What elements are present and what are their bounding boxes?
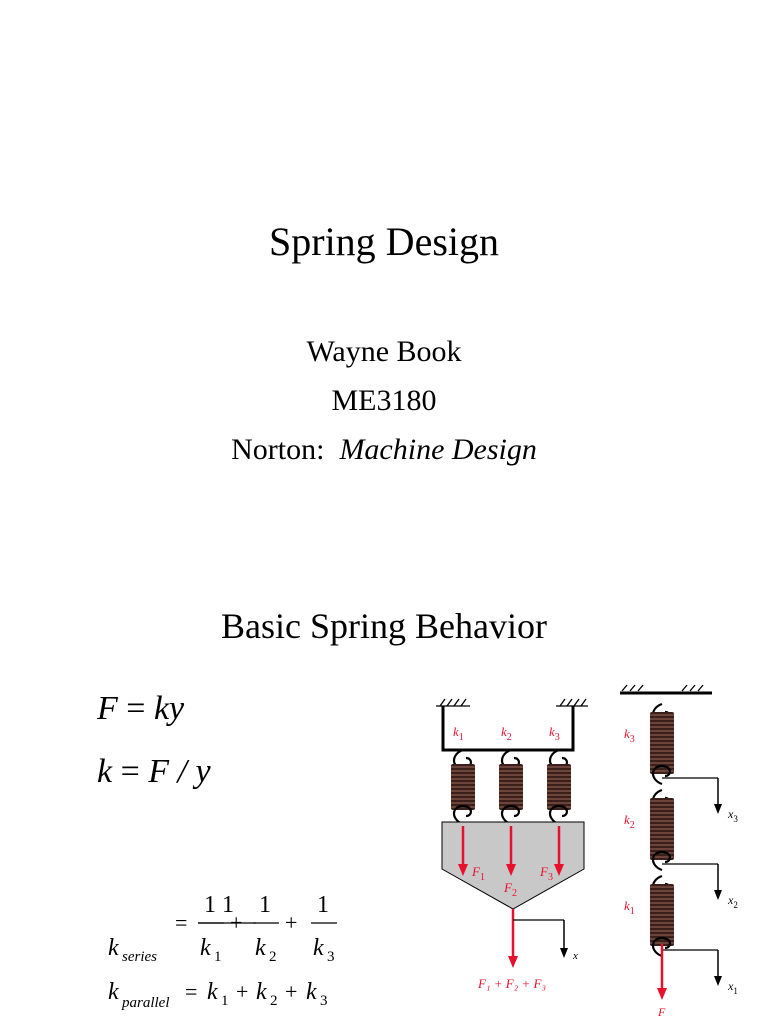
series-disp-arrowhead-2	[714, 890, 722, 900]
parallel-f-label-1: $F_1$	[472, 864, 485, 883]
series-term3-k: k	[313, 935, 324, 961]
slide-title: Spring Design	[269, 219, 499, 264]
series-spring-3	[650, 884, 674, 946]
series-spring-group	[650, 704, 674, 956]
series-term2-sub: 2	[269, 949, 277, 965]
parallel-f-label-3: $F_3$	[540, 864, 553, 883]
parallel-k-label-2: $k_2$	[501, 724, 512, 743]
series-plus2: +	[285, 910, 298, 935]
series-k-label-1: $k_3$	[624, 726, 635, 745]
series-equation	[108, 892, 337, 965]
parallel-k1: k	[207, 979, 218, 1005]
stiffness-combination-equations	[90, 885, 360, 1015]
series-term3-num: 1	[317, 892, 329, 918]
series-k-label-2: $k_2$	[624, 812, 635, 831]
series-equals: =	[175, 910, 188, 935]
textbook-title: Machine Design	[339, 433, 537, 466]
eq2-rhs: F / y	[148, 753, 211, 790]
parallel-ground-left	[436, 699, 470, 706]
series-force-arrowhead	[657, 988, 667, 1000]
parallel-spring-1	[451, 764, 475, 810]
series-disp-arrowhead-3	[714, 976, 722, 986]
total-force-arrowhead	[508, 956, 518, 968]
series-term1-k: k	[200, 935, 211, 961]
series-plus1: +	[230, 910, 243, 935]
force-equation	[97, 689, 184, 729]
parallel-sub2: 2	[270, 993, 278, 1009]
parallel-equation	[108, 979, 328, 1011]
displacement-label: x	[573, 950, 578, 962]
eq2-lhs: k	[97, 753, 113, 790]
total-force-label: F₁ + F₂ + F₃	[478, 976, 546, 991]
series-term1-num: 1	[204, 892, 216, 918]
series-spring-1	[650, 712, 674, 774]
parallel-spring-2	[499, 764, 523, 810]
eq1-equals: =	[126, 690, 146, 727]
parallel-springs-figure	[428, 694, 598, 994]
parallel-k-label-3: $k_3$	[549, 724, 560, 743]
series-term3-sub: 3	[327, 949, 335, 965]
series-k-labels	[624, 726, 635, 917]
series-springs-figure	[610, 682, 760, 1022]
parallel-ground-right	[556, 699, 588, 706]
parallel-equals: =	[185, 979, 198, 1004]
series-force-label: F	[658, 1005, 666, 1019]
series-lhs-numerator: 1	[222, 892, 234, 918]
stiffness-equation	[97, 752, 211, 792]
eq1-rhs: ky	[153, 690, 185, 727]
series-term2-num: 1	[259, 892, 271, 918]
parallel-sub3: 3	[320, 993, 328, 1009]
series-lhs-sub: series	[122, 949, 157, 965]
eq1-lhs: F	[97, 690, 118, 727]
textbook-reference	[0, 432, 768, 468]
parallel-plus1: +	[236, 979, 249, 1004]
textbook-prefix: Norton:	[231, 433, 325, 466]
parallel-spring-3	[547, 764, 571, 810]
series-k-label-3: $k_1$	[624, 898, 635, 917]
displacement-arrowhead	[560, 948, 568, 958]
parallel-spring-group	[451, 750, 571, 824]
series-disp-arrowhead-1	[714, 804, 722, 814]
series-x-label-3: $x_1$	[728, 979, 738, 996]
series-spring-2	[650, 798, 674, 860]
series-x-label-2: $x_2$	[728, 893, 738, 910]
series-lhs-k: k	[108, 935, 119, 961]
series-term1-sub: 1	[214, 949, 222, 965]
series-x-label-1: $x_3$	[728, 807, 738, 824]
series-ground	[620, 685, 712, 693]
parallel-k2: k	[256, 979, 267, 1005]
author-name: Wayne Book	[306, 335, 462, 368]
parallel-lhs-sub: parallel	[122, 995, 170, 1011]
eq2-equals: =	[120, 753, 140, 790]
parallel-f-label-2: $F_2$	[504, 880, 517, 899]
parallel-sub1: 1	[221, 993, 229, 1009]
parallel-k3: k	[306, 979, 317, 1005]
parallel-k-label-1: $k_1$	[453, 724, 464, 743]
course-code: ME3180	[331, 384, 437, 417]
section-title: Basic Spring Behavior	[221, 606, 547, 646]
parallel-k-labels	[453, 724, 560, 743]
parallel-plus2: +	[285, 979, 298, 1004]
series-term2-k: k	[255, 935, 266, 961]
parallel-lhs-k: k	[108, 979, 119, 1005]
